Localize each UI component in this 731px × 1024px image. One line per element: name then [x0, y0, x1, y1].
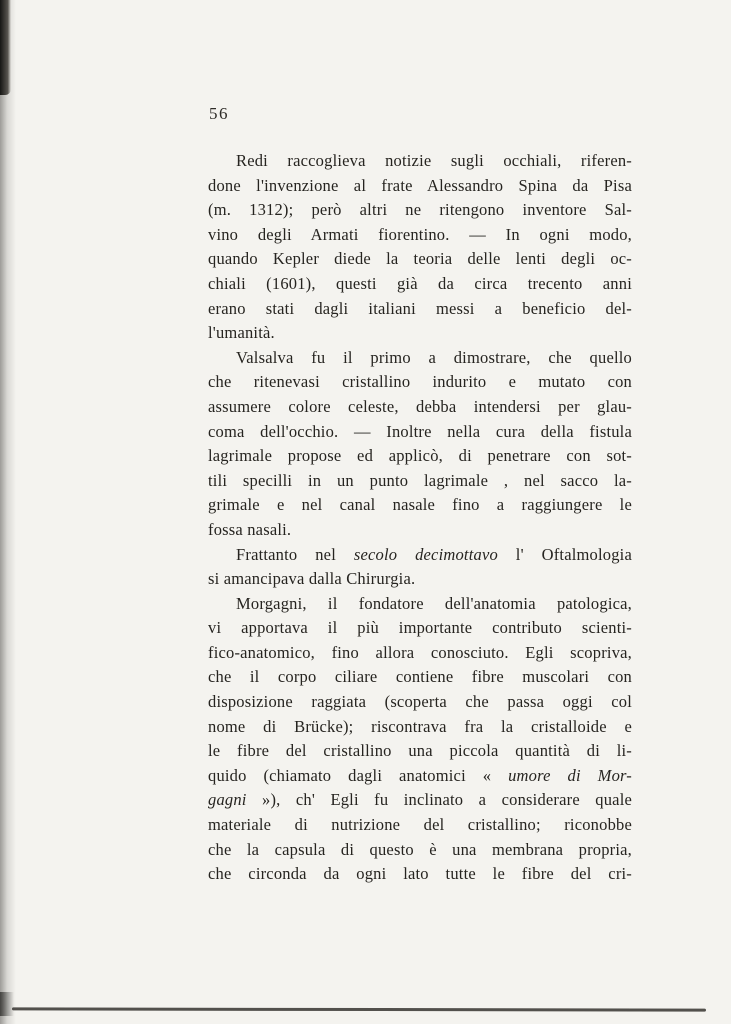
text-segment: vino degli Armati fiorentino. — In ogni modo,: [208, 224, 632, 244]
binding-shadow-top-mark: [0, 0, 11, 95]
italic-text-segment: gagni: [208, 790, 247, 810]
text-segment: l'umanità.: [208, 323, 275, 343]
italic-text-segment: secolo decimottavo: [353, 544, 498, 564]
text-line: [208, 198, 632, 223]
text-line: [208, 739, 632, 764]
text-segment: Valsalva fu il primo a dimostrare, che quello: [236, 347, 632, 367]
text-line: [208, 764, 632, 789]
text-segment: l' Oftalmologia: [497, 544, 632, 564]
paragraph: [208, 149, 632, 346]
text-line: [208, 592, 632, 617]
text-line: [208, 272, 632, 297]
text-segment: grimale e nel canal nasale fino a raggiungere le: [208, 495, 632, 515]
text-line: [208, 715, 632, 740]
text-line: [208, 247, 632, 272]
text-segment: le fibre del cristallino una piccola quantità di li-: [208, 741, 632, 761]
text-line: [208, 149, 632, 174]
text-segment: che il corpo ciliare contiene fibre muscolari con: [208, 667, 632, 687]
text-line: [208, 223, 632, 248]
text-line: [208, 493, 632, 518]
text-line: [208, 444, 632, 469]
text-segment: che circonda da ogni lato tutte le fibre del cri-: [208, 864, 632, 884]
bottom-edge-line: [12, 1007, 706, 1011]
text-line: [208, 567, 632, 592]
text-line: [208, 813, 632, 838]
text-segment: »), ch' Egli fu inclinato a considerare quale: [246, 790, 632, 810]
text-line: [208, 690, 632, 715]
binding-shadow: [0, 0, 16, 1024]
text-line: [208, 297, 632, 322]
paragraph: [208, 592, 632, 887]
text-segment: materiale di nutrizione del cristallino; riconobbe: [208, 815, 632, 835]
text-segment: disposizione raggiata (scoperta che passa oggi col: [208, 692, 632, 712]
text-segment: tili specilli in un punto lagrimale , nel sacco la-: [208, 470, 632, 490]
text-line: [208, 370, 632, 395]
italic-text-segment: umore di Mor-: [508, 765, 633, 785]
text-segment: che ritenevasi cristallino indurito e mutato con: [208, 372, 632, 392]
text-segment: (m. 1312); però altri ne ritengono inventore Sal-: [208, 200, 632, 220]
text-segment: done l'invenzione al frate Alessandro Spina da Pisa: [208, 175, 632, 195]
text-segment: vi apportava il più importante contributo scienti-: [208, 618, 632, 638]
text-segment: erano stati dagli italiani messi a beneficio del-: [208, 298, 632, 318]
bottom-corner-mark: [0, 992, 14, 1016]
text-segment: chiali (1601), questi già da circa trecento anni: [208, 273, 632, 293]
text-line: [208, 616, 632, 641]
text-line: [208, 641, 632, 666]
text-line: [208, 518, 632, 543]
text-line: [208, 788, 632, 813]
text-segment: lagrimale propose ed applicò, di penetrare con sot-: [208, 446, 632, 466]
text-line: [208, 469, 632, 494]
text-segment: Morgagni, il fondatore dell'anatomia patologica,: [236, 593, 632, 613]
text-block: [208, 149, 632, 887]
text-segment: fossa nasali.: [208, 519, 292, 539]
text-segment: coma dell'occhio. — Inoltre nella cura della fistula: [208, 421, 632, 441]
text-segment: quando Kepler diede la teoria delle lenti degli oc-: [208, 249, 632, 269]
text-segment: che la capsula di questo è una membrana propria,: [208, 839, 632, 859]
text-line: [208, 395, 632, 420]
paragraph: [208, 346, 632, 543]
text-segment: fico-anatomico, fino allora conosciuto. Egli scopriva,: [208, 642, 632, 662]
paragraph: [208, 543, 632, 592]
text-segment: si amancipava dalla Chirurgia.: [208, 569, 416, 589]
text-segment: assumere colore celeste, debba intendersi per glau-: [208, 396, 632, 416]
text-line: [208, 346, 632, 371]
text-line: [208, 862, 632, 887]
text-segment: quido (chiamato dagli anatomici «: [208, 765, 509, 785]
text-segment: Redi raccoglieva notizie sugli occhiali, riferen-: [236, 151, 632, 170]
text-line: [208, 420, 632, 445]
page-number: 56: [209, 104, 229, 123]
text-line: [208, 838, 632, 863]
text-line: [208, 665, 632, 690]
text-segment: nome di Brücke); riscontrava fra la cristalloide e: [208, 716, 632, 736]
text-line: [208, 543, 632, 568]
text-segment: Frattanto nel: [236, 544, 354, 564]
text-line: [208, 174, 632, 199]
text-line: [208, 321, 632, 346]
